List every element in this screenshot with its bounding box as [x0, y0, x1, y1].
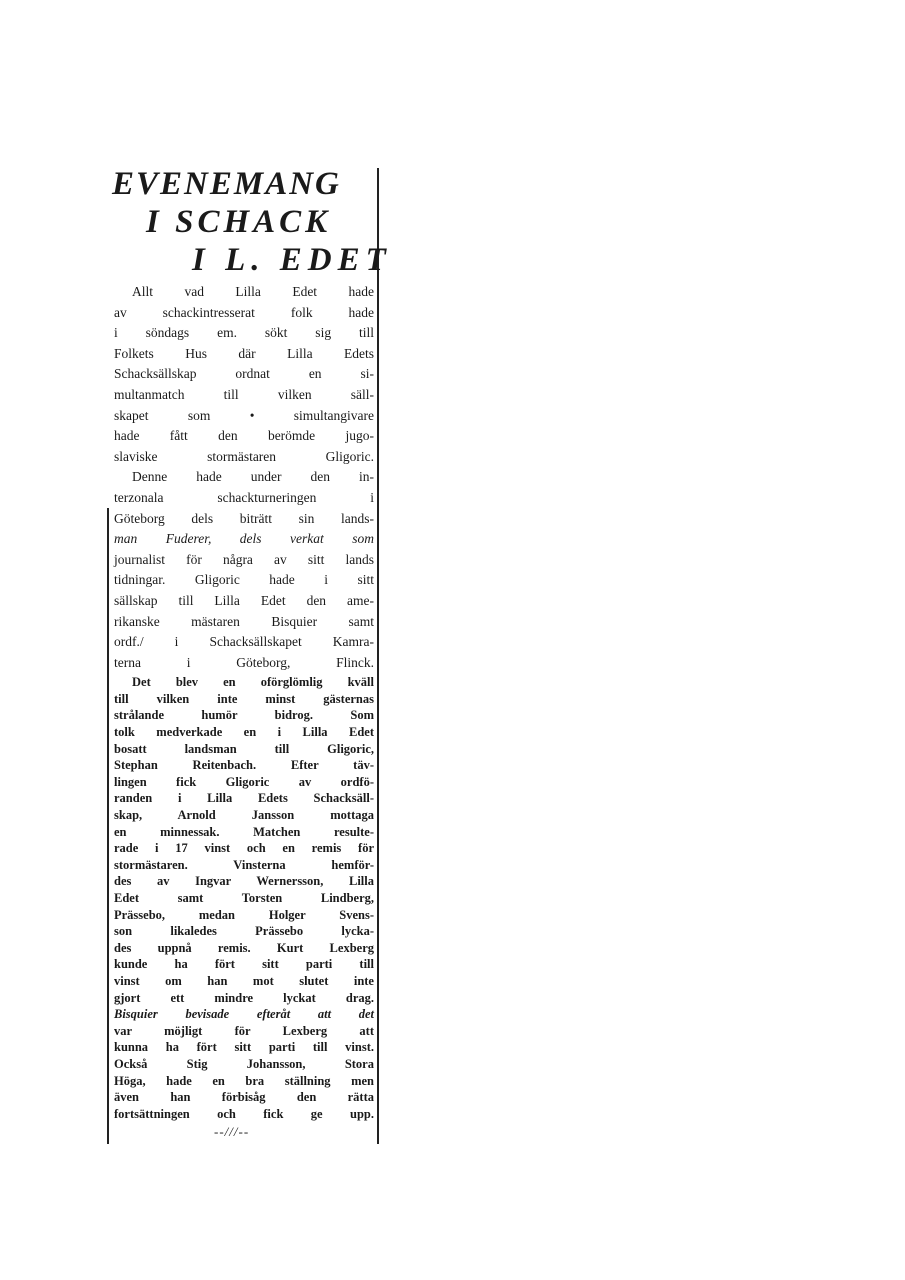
text-line: Folkets Hus där Lilla Edets	[114, 345, 374, 361]
text-line: terzonala schackturneringen i	[114, 489, 374, 505]
headline-line: I SCHACK	[146, 204, 332, 240]
text-line: Denne hade under den in-	[132, 469, 374, 485]
article-headline	[112, 165, 392, 279]
text-line: rade i 17 vinst och en remis för	[114, 841, 374, 856]
text-line: till vilken inte minst gästernas	[114, 691, 374, 706]
text-line-italic: Bisquier bevisade efteråt att det	[114, 1007, 374, 1022]
text-line: strålande humör bidrog. Som	[114, 708, 374, 723]
text-line-italic: man Fuderer, dels verkat som	[114, 531, 374, 547]
text-line: tolk medverkade en i Lilla Edet	[114, 725, 374, 740]
text-line: ordf./ i Schacksällskapet Kamra-	[114, 634, 374, 650]
text-line: fortsättningen och fick ge upp.	[114, 1106, 374, 1121]
paragraph-3	[114, 674, 374, 1122]
text-line: Göteborg dels biträtt sin lands-	[114, 510, 374, 526]
text-line: även han förbisåg den rätta	[114, 1090, 374, 1105]
text-line: des av Ingvar Wernersson, Lilla	[114, 874, 374, 889]
text-line: Stephan Reitenbach. Efter täv-	[114, 758, 374, 773]
text-line: sällskap till Lilla Edet den ame-	[114, 592, 374, 608]
text-line: av schackintresserat folk hade	[114, 304, 374, 320]
text-line: stormästaren. Vinsterna hemför-	[114, 857, 374, 872]
paragraph-2	[114, 467, 374, 673]
article-body	[114, 282, 374, 1122]
text-line: journalist för några av sitt lands	[114, 551, 374, 567]
text-line: Edet samt Torsten Lindberg,	[114, 891, 374, 905]
text-line: Också Stig Johansson, Stora	[114, 1056, 374, 1071]
text-line: kunna ha fört sitt parti till vinst.	[114, 1040, 374, 1055]
text-line: randen i Lilla Edets Schacksäll-	[114, 791, 374, 806]
text-line: slaviske stormästaren Gligoric.	[114, 448, 374, 464]
text-line: var möjligt för Lexberg att	[114, 1023, 374, 1038]
text-line: lingen fick Gligoric av ordfö-	[114, 774, 374, 789]
text-line: des uppnå remis. Kurt Lexberg	[114, 940, 374, 955]
text-line: i söndags em. sökt sig till	[114, 325, 374, 341]
text-line: rikanske mästaren Bisquier samt	[114, 613, 374, 629]
text-line: son likaledes Prässebo lycka-	[114, 924, 374, 939]
column-rule-right	[377, 168, 379, 1144]
text-line: hade fått den berömde jugo-	[114, 428, 374, 444]
article-signature: --///--	[214, 1124, 250, 1139]
text-line: gjort ett mindre lyckat drag.	[114, 990, 374, 1005]
text-line: vinst om han mot slutet inte	[114, 973, 374, 988]
text-line: bosatt landsman till Gligoric,	[114, 741, 374, 756]
headline-line: I L. EDET	[192, 242, 392, 278]
text-line: skapet som • simultangivare	[114, 407, 374, 423]
paragraph-1	[114, 282, 374, 467]
text-line: Schacksällskap ordnat en si-	[114, 366, 374, 382]
text-line: terna i Göteborg, Flinck.	[114, 654, 374, 670]
text-line: tidningar. Gligoric hade i sitt	[114, 572, 374, 588]
text-line: skap, Arnold Jansson mottaga	[114, 808, 374, 823]
text-line: kunde ha fört sitt parti till	[114, 957, 374, 972]
text-line: Höga, hade en bra ställning men	[114, 1073, 374, 1088]
text-line: multanmatch till vilken säll-	[114, 386, 374, 402]
text-line: en minnessak. Matchen resulte-	[114, 824, 374, 839]
text-line: Prässebo, medan Holger Svens-	[114, 907, 374, 922]
text-line: Allt vad Lilla Edet hade	[132, 284, 374, 299]
text-line: Det blev en oförglömlig kväll	[132, 675, 374, 690]
column-rule-left	[107, 508, 109, 1144]
headline-line: EVENEMANG	[112, 166, 341, 202]
